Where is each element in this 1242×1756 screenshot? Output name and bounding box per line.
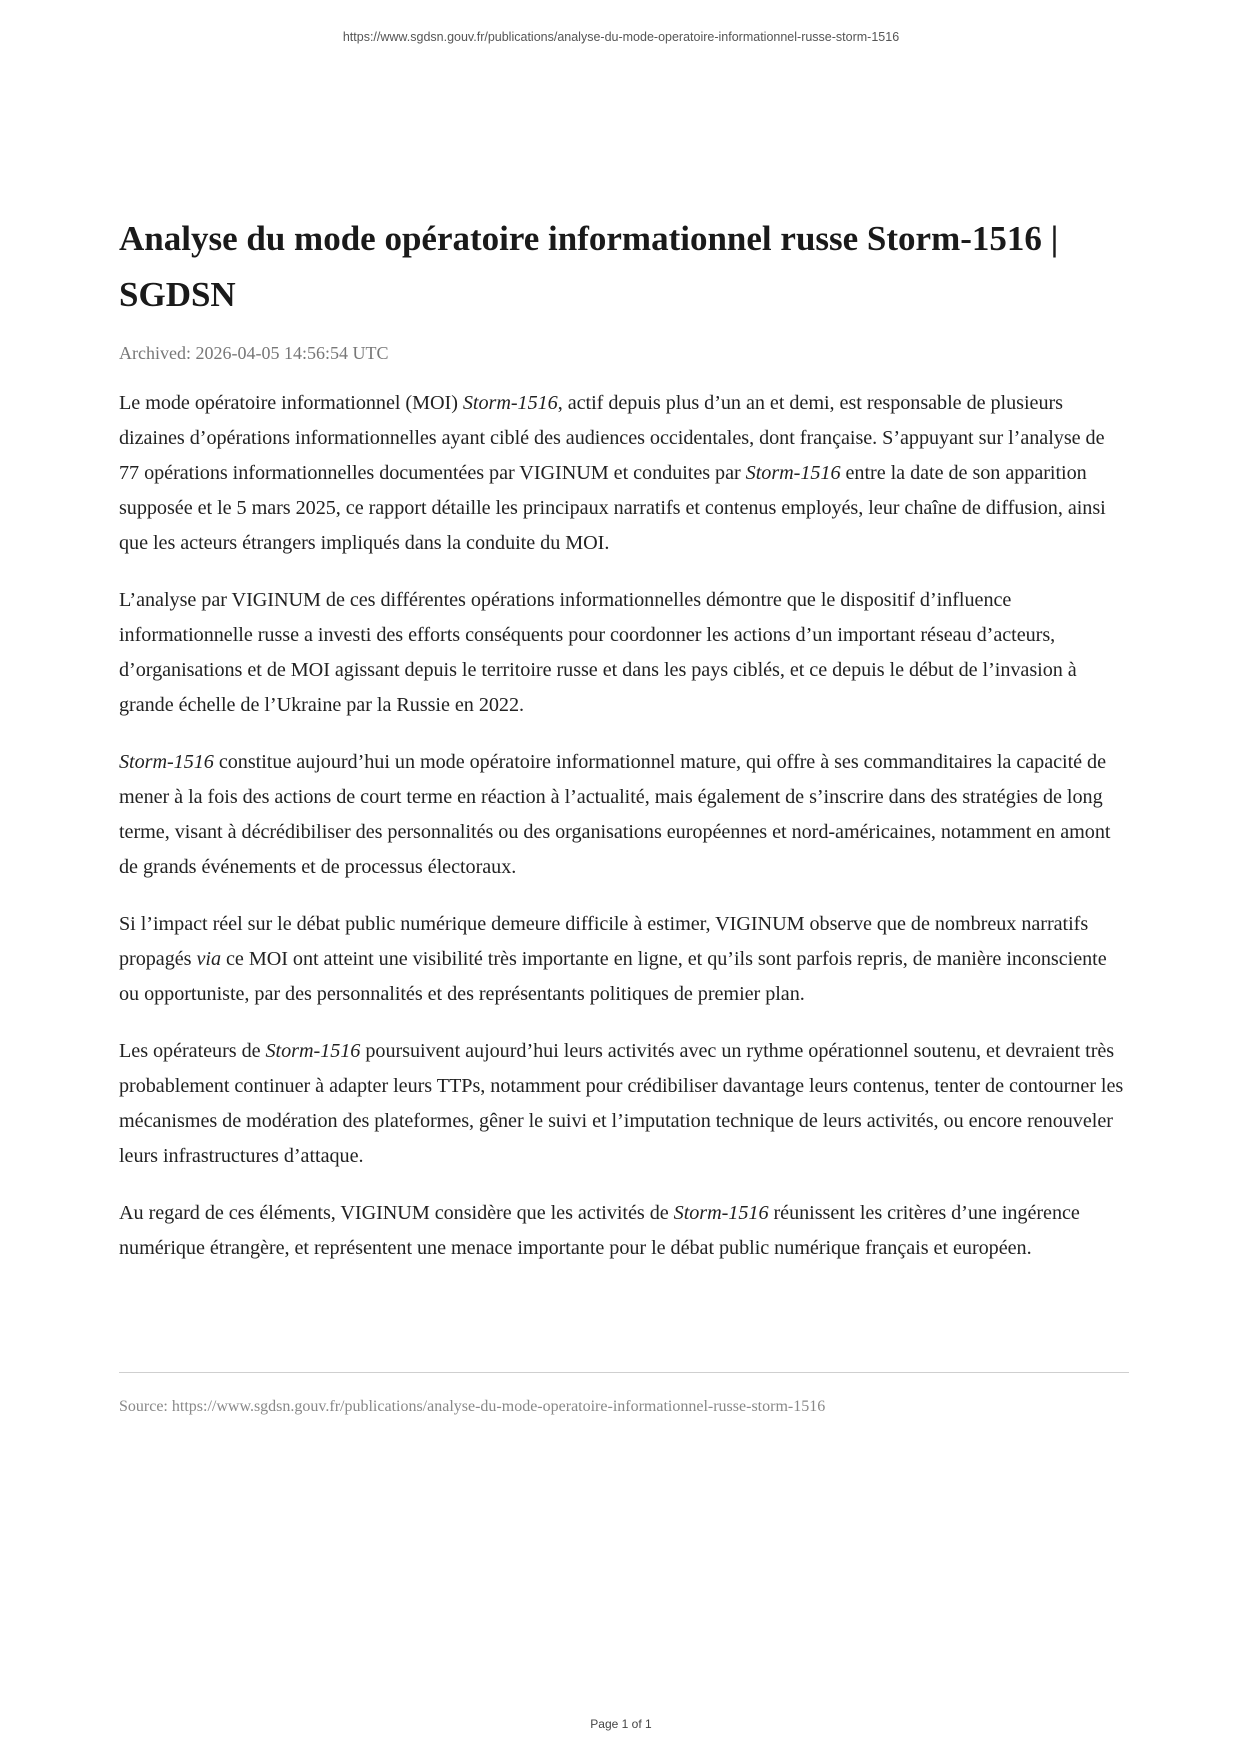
archived-timestamp: Archived: 2026-04-05 14:56:54 UTC bbox=[119, 343, 389, 363]
source-divider bbox=[119, 1372, 1129, 1373]
page-number: Page 1 of 1 bbox=[590, 1717, 652, 1731]
text-span: Si l’impact réel sur le débat public numérique demeure difficile à estimer, VIGINUM observe que de nombreux narratifs propagés bbox=[119, 913, 1089, 970]
page-title: Analyse du mode opératoire informationnel russe Storm-1516 | SGDSN bbox=[119, 219, 1059, 314]
paragraph-6 bbox=[119, 1196, 1129, 1266]
italic-term: Storm-1516 bbox=[745, 462, 841, 484]
text-span: poursuivent aujourd’hui leurs activités avec un rythme opérationnel soutenu, et devraient très probablement continuer à adapter leurs TTPs, notamment pour crédibiliser davantage leurs contenus, tenter de contourner les mécanismes de modération des plateformes, gêner le suivi et l’imputation technique de leurs activités, ou encore renouveler leurs infrastructures d’attaque. bbox=[119, 1040, 1124, 1167]
print-header-url: https://www.sgdsn.gouv.fr/publications/analyse-du-mode-operatoire-informationnel-russe-storm-1516 bbox=[342, 30, 900, 44]
italic-term: via bbox=[196, 948, 221, 970]
paragraph-1 bbox=[119, 386, 1129, 561]
article bbox=[119, 211, 1129, 1266]
text-span: ce MOI ont atteint une visibilité très importante en ligne, et qu’ils sont parfois repris, de manière inconsciente ou opportuniste, par des personnalités et des représentants politiques de premier plan. bbox=[119, 948, 1107, 1005]
text-span: entre la date de son apparition supposée et le 5 mars 2025, ce rapport détaille les principaux narratifs et contenus employés, leur chaîne de diffusion, ainsi que les acteurs étrangers impliqués dans la conduite du MOI. bbox=[119, 462, 1106, 554]
text-span: , actif depuis plus d’un an et demi, est responsable de plusieurs dizaines d’opérations informationnelles ayant ciblé des audiences occidentales, dont française. S’appuyant sur l’analyse de 77 opérations informationnelles documentées par VIGINUM et conduites par bbox=[119, 392, 1105, 484]
text-span: Le mode opératoire informationnel (MOI) bbox=[119, 392, 463, 414]
paragraph-3 bbox=[119, 745, 1129, 885]
paragraph-2: L’analyse par VIGINUM de ces différentes opérations informationnelles démontre que le dispositif d’influence informationnelle russe a investi des efforts conséquents pour coordonner les actions d’un important réseau d’acteurs, d’organisations et de MOI agissant depuis le territoire russe et dans les pays ciblés, et ce depuis le début de l’invasion à grande échelle de l’Ukraine par la Russie en 2022. bbox=[119, 589, 1077, 716]
text-span: constitue aujourd’hui un mode opératoire informationnel mature, qui offre à ses commanditaires la capacité de mener à la fois des actions de court terme en réaction à l’actualité, mais également de s’inscrire dans des stratégies de long terme, visant à décrédibiliser des personnalités ou des organisations européennes et nord-américaines, notamment en amont de grands événements et de processus électoraux. bbox=[119, 751, 1111, 878]
italic-term: Storm-1516 bbox=[119, 751, 214, 773]
italic-term: Storm-1516 bbox=[462, 392, 558, 414]
text-span: Au regard de ces éléments, VIGINUM considère que les activités de bbox=[119, 1202, 674, 1224]
source-line: Source: https://www.sgdsn.gouv.fr/publications/analyse-du-mode-operatoire-informationnel-russe-storm-1516 bbox=[119, 1398, 826, 1415]
text-span: réunissent les critères d’une ingérence numérique étrangère, et représentent une menace importante pour le débat public numérique français et européen. bbox=[119, 1202, 1080, 1259]
italic-term: Storm-1516 bbox=[265, 1040, 361, 1062]
paragraph-5 bbox=[119, 1034, 1129, 1174]
text-span: Les opérateurs de bbox=[119, 1040, 266, 1062]
italic-term: Storm-1516 bbox=[673, 1202, 769, 1224]
paragraph-4 bbox=[119, 907, 1129, 1012]
